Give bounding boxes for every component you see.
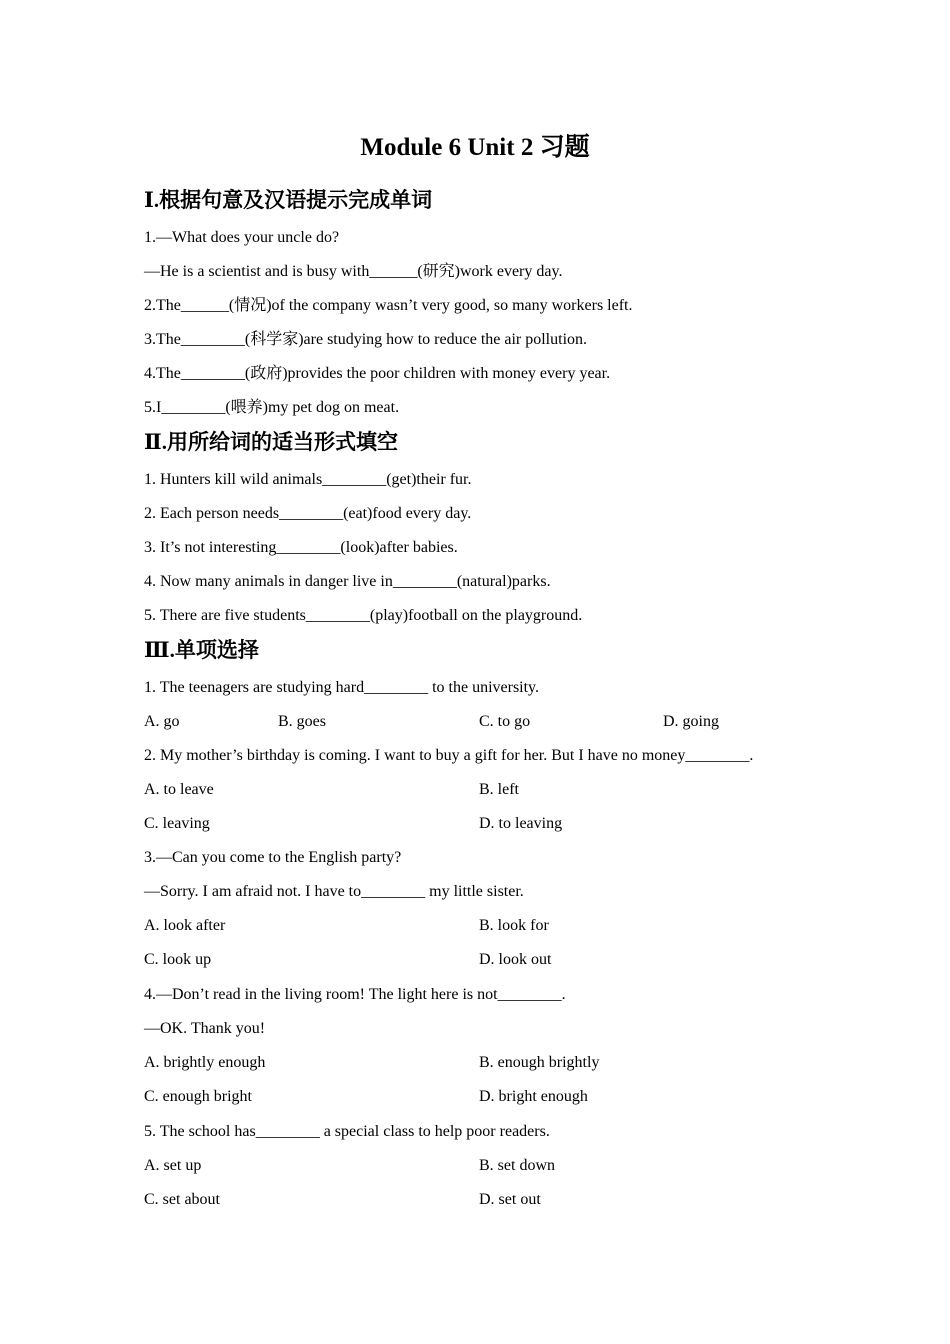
option-b: B. left — [479, 781, 519, 798]
section-2-heading: Ⅱ.用所给词的适当形式填空 — [144, 430, 398, 454]
option-c: C. to go — [479, 713, 531, 730]
option-d: D. to leaving — [479, 815, 563, 832]
option-b: B. enough brightly — [479, 1054, 600, 1071]
option-a: A. set up — [144, 1157, 202, 1174]
option-b: B. set down — [479, 1157, 555, 1174]
section-2-line: 3. It’s not interesting________(look)after babies. — [144, 539, 458, 556]
option-a: A. look after — [144, 917, 226, 934]
option-d: D. going — [663, 713, 719, 730]
option-c: C. enough bright — [144, 1088, 252, 1105]
option-a: A. to leave — [144, 781, 214, 798]
page-title: Module 6 Unit 2 习题 — [360, 134, 590, 161]
section-1-line: 3.The________(科学家)are studying how to reduce the air pollution. — [144, 331, 588, 348]
option-a: A. brightly enough — [144, 1054, 266, 1071]
option-d: D. look out — [479, 951, 552, 968]
question-stem: 4.—Don’t read in the living room! The light here is not________. — [144, 986, 566, 1003]
option-b: B. look for — [479, 917, 549, 934]
question-stem: 1. The teenagers are studying hard________ to the university. — [144, 679, 540, 696]
option-c: C. look up — [144, 951, 212, 968]
question-stem: —OK. Thank you! — [144, 1020, 266, 1037]
question-stem: 2. My mother’s birthday is coming. I want to buy a gift for her. But I have no money________. — [144, 747, 754, 764]
section-2-line: 1. Hunters kill wild animals________(get)their fur. — [144, 471, 472, 488]
section-2-line: 5. There are five students________(play)football on the playground. — [144, 607, 583, 624]
section-1-line: 5.I________(喂养)my pet dog on meat. — [144, 399, 400, 416]
section-1-heading: Ⅰ.根据句意及汉语提示完成单词 — [144, 188, 433, 212]
question-stem: 3.—Can you come to the English party? — [144, 849, 402, 866]
section-1-line: 2.The______(情况)of the company wasn’t very good, so many workers left. — [144, 297, 633, 314]
question-stem: 5. The school has________ a special class to help poor readers. — [144, 1123, 550, 1140]
section-3-heading: Ⅲ.单项选择 — [144, 638, 259, 662]
section-2-line: 2. Each person needs________(eat)food every day. — [144, 505, 472, 522]
section-1-line: 1.—What does your uncle do? — [144, 229, 340, 246]
section-1-line: —He is a scientist and is busy with______(研究)work every day. — [144, 263, 563, 280]
section-1-line: 4.The________(政府)provides the poor children with money every year. — [144, 365, 611, 382]
section-2-line: 4. Now many animals in danger live in________(natural)parks. — [144, 573, 551, 590]
option-c: C. leaving — [144, 815, 210, 832]
option-d: D. bright enough — [479, 1088, 588, 1105]
option-a: A. go — [144, 713, 180, 730]
option-d: D. set out — [479, 1191, 541, 1208]
option-c: C. set about — [144, 1191, 220, 1208]
question-stem: —Sorry. I am afraid not. I have to________ my little sister. — [144, 883, 524, 900]
option-b: B. goes — [278, 713, 326, 730]
